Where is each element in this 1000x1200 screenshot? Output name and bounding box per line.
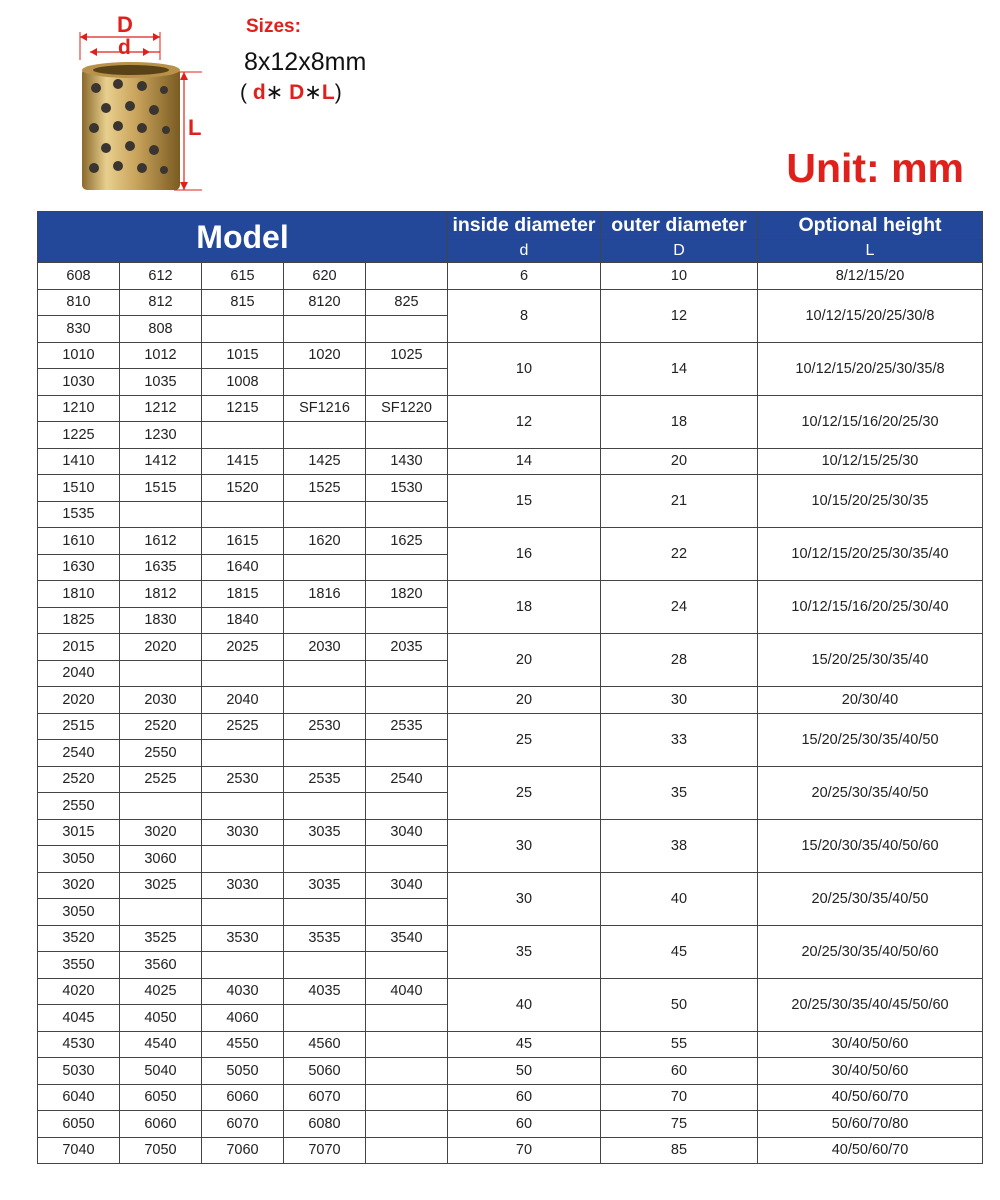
outer-diameter-cell: 55 — [601, 1031, 758, 1058]
model-cell: 1035 — [120, 369, 202, 396]
optional-height-cell: 40/50/60/70 — [758, 1084, 983, 1111]
optional-height-cell: 20/25/30/35/40/45/50/60 — [758, 978, 983, 1031]
model-cell: 825 — [366, 289, 448, 316]
model-cell: 4020 — [38, 978, 120, 1005]
model-cell: 3020 — [38, 872, 120, 899]
model-cell: 3550 — [38, 952, 120, 979]
optional-height-cell: 20/25/30/35/40/50/60 — [758, 925, 983, 978]
model-cell: 2525 — [202, 713, 284, 740]
outer-diameter-cell: 24 — [601, 581, 758, 634]
model-cell: 3530 — [202, 925, 284, 952]
inside-diameter-cell: 30 — [448, 819, 601, 872]
model-cell: 1520 — [202, 475, 284, 502]
inside-diameter-cell: 20 — [448, 634, 601, 687]
model-cell — [284, 554, 366, 581]
model-cell: 6070 — [284, 1084, 366, 1111]
inside-diameter-cell: 25 — [448, 766, 601, 819]
model-cell — [284, 1005, 366, 1032]
inside-diameter-cell: 30 — [448, 872, 601, 925]
model-cell: 1210 — [38, 395, 120, 422]
model-cell: 2540 — [38, 740, 120, 767]
model-cell: 3560 — [120, 952, 202, 979]
model-cell: 1615 — [202, 528, 284, 555]
model-cell: 3025 — [120, 872, 202, 899]
optional-height-cell: 15/20/30/35/40/50/60 — [758, 819, 983, 872]
model-cell: 1030 — [38, 369, 120, 396]
model-cell: 2025 — [202, 634, 284, 661]
model-cell: 1530 — [366, 475, 448, 502]
outer-diameter-cell: 30 — [601, 687, 758, 714]
model-cell: 3040 — [366, 819, 448, 846]
outer-diameter-cell: 33 — [601, 713, 758, 766]
inside-diameter-cell: 12 — [448, 395, 601, 448]
outer-diameter-cell: 50 — [601, 978, 758, 1031]
model-cell — [366, 1137, 448, 1164]
table-row — [38, 1137, 983, 1164]
model-cell: 1810 — [38, 581, 120, 608]
outer-diameter-cell: 10 — [601, 263, 758, 290]
model-cell: 2550 — [120, 740, 202, 767]
model-cell: 1815 — [202, 581, 284, 608]
model-cell: 2515 — [38, 713, 120, 740]
model-cell: 5040 — [120, 1058, 202, 1085]
inside-diameter-cell: 15 — [448, 475, 601, 528]
model-cell — [202, 316, 284, 343]
model-cell: 1212 — [120, 395, 202, 422]
model-cell — [120, 899, 202, 926]
inside-diameter-symbol: d — [448, 240, 601, 263]
diagram-label-d: d — [118, 36, 131, 59]
optional-height-cell: 15/20/25/30/35/40 — [758, 634, 983, 687]
outer-diameter-cell: 20 — [601, 448, 758, 475]
bushing-diagram — [60, 10, 230, 200]
table-row — [38, 1058, 983, 1085]
table-row — [38, 1084, 983, 1111]
model-cell: 3525 — [120, 925, 202, 952]
model-cell: 3060 — [120, 846, 202, 873]
model-cell: 2520 — [120, 713, 202, 740]
model-cell: 808 — [120, 316, 202, 343]
table-row — [38, 475, 983, 502]
model-cell: 6040 — [38, 1084, 120, 1111]
model-cell — [366, 899, 448, 926]
optional-height-cell: 15/20/25/30/35/40/50 — [758, 713, 983, 766]
table-row — [38, 819, 983, 846]
model-cell: 3520 — [38, 925, 120, 952]
model-cell: 7050 — [120, 1137, 202, 1164]
model-cell: 3030 — [202, 819, 284, 846]
inside-diameter-cell: 40 — [448, 978, 601, 1031]
table-row — [38, 395, 983, 422]
model-cell: 2535 — [284, 766, 366, 793]
table-row — [38, 766, 983, 793]
model-cell: 2030 — [284, 634, 366, 661]
model-cell: 2040 — [38, 660, 120, 687]
model-cell: 1525 — [284, 475, 366, 502]
formula-L: L — [321, 81, 335, 104]
optional-height-cell: 20/25/30/35/40/50 — [758, 766, 983, 819]
model-cell: 1620 — [284, 528, 366, 555]
outer-diameter-cell: 18 — [601, 395, 758, 448]
model-cell: 3540 — [366, 925, 448, 952]
outer-diameter-cell: 70 — [601, 1084, 758, 1111]
model-cell — [202, 846, 284, 873]
model-cell — [366, 369, 448, 396]
model-cell — [366, 793, 448, 820]
table-row — [38, 687, 983, 714]
size-formula: ( d∗ D∗L) — [240, 81, 342, 104]
model-cell — [366, 687, 448, 714]
table-row — [38, 581, 983, 608]
model-cell: 3050 — [38, 846, 120, 873]
model-cell — [284, 846, 366, 873]
outer-diameter-cell: 38 — [601, 819, 758, 872]
model-cell: 612 — [120, 263, 202, 290]
model-cell: 1025 — [366, 342, 448, 369]
table-row — [38, 634, 983, 661]
model-cell: 830 — [38, 316, 120, 343]
model-cell — [284, 422, 366, 449]
spec-table — [37, 211, 983, 1164]
model-cell — [284, 793, 366, 820]
model-cell: 4560 — [284, 1031, 366, 1058]
model-cell: 5030 — [38, 1058, 120, 1085]
model-cell: 1630 — [38, 554, 120, 581]
model-cell: 4030 — [202, 978, 284, 1005]
model-cell: 1425 — [284, 448, 366, 475]
model-cell — [284, 687, 366, 714]
model-cell: 8120 — [284, 289, 366, 316]
model-cell: 620 — [284, 263, 366, 290]
inside-diameter-cell: 60 — [448, 1111, 601, 1138]
model-cell: 1820 — [366, 581, 448, 608]
outer-diameter-cell: 28 — [601, 634, 758, 687]
model-cell: 6060 — [202, 1084, 284, 1111]
model-cell — [202, 740, 284, 767]
model-cell — [366, 1031, 448, 1058]
model-cell: 2535 — [366, 713, 448, 740]
model-cell: 1215 — [202, 395, 284, 422]
model-cell: 1008 — [202, 369, 284, 396]
model-cell — [366, 501, 448, 528]
outer-diameter-cell: 35 — [601, 766, 758, 819]
model-cell: 4550 — [202, 1031, 284, 1058]
table-row — [38, 289, 983, 316]
outer-diameter-cell: 21 — [601, 475, 758, 528]
optional-height-symbol: L — [758, 240, 983, 263]
inside-diameter-header: inside diameter — [448, 212, 601, 240]
model-cell: 1816 — [284, 581, 366, 608]
inside-diameter-cell: 45 — [448, 1031, 601, 1058]
inside-diameter-cell: 60 — [448, 1084, 601, 1111]
model-cell — [284, 740, 366, 767]
formula-d: d — [252, 81, 266, 104]
model-cell: 3535 — [284, 925, 366, 952]
model-cell — [284, 899, 366, 926]
inside-diameter-cell: 70 — [448, 1137, 601, 1164]
model-cell: 2530 — [284, 713, 366, 740]
outer-diameter-cell: 85 — [601, 1137, 758, 1164]
outer-diameter-cell: 75 — [601, 1111, 758, 1138]
model-cell: SF1220 — [366, 395, 448, 422]
model-cell — [284, 607, 366, 634]
model-header: Model — [38, 212, 448, 263]
table-row — [38, 1031, 983, 1058]
optional-height-cell: 10/12/15/20/25/30/35/8 — [758, 342, 983, 395]
model-cell: 3035 — [284, 819, 366, 846]
model-cell: 4050 — [120, 1005, 202, 1032]
model-cell — [202, 952, 284, 979]
unit-label: Unit: mm — [786, 145, 964, 191]
model-cell: 2530 — [202, 766, 284, 793]
model-cell: 7070 — [284, 1137, 366, 1164]
model-cell — [366, 1058, 448, 1085]
model-cell — [366, 846, 448, 873]
model-cell — [202, 660, 284, 687]
model-cell: 4540 — [120, 1031, 202, 1058]
optional-height-cell: 30/40/50/60 — [758, 1031, 983, 1058]
inside-diameter-cell: 18 — [448, 581, 601, 634]
model-cell: 3020 — [120, 819, 202, 846]
table-row — [38, 713, 983, 740]
inside-diameter-cell: 14 — [448, 448, 601, 475]
model-cell: 1812 — [120, 581, 202, 608]
table-row — [38, 1111, 983, 1138]
model-cell: 2020 — [38, 687, 120, 714]
optional-height-cell: 30/40/50/60 — [758, 1058, 983, 1085]
model-cell: 812 — [120, 289, 202, 316]
model-cell: 815 — [202, 289, 284, 316]
model-cell: 1515 — [120, 475, 202, 502]
table-row — [38, 263, 983, 290]
model-cell: 3035 — [284, 872, 366, 899]
model-cell: 6050 — [120, 1084, 202, 1111]
outer-diameter-cell: 40 — [601, 872, 758, 925]
inside-diameter-cell: 25 — [448, 713, 601, 766]
model-cell: 3040 — [366, 872, 448, 899]
model-cell — [284, 369, 366, 396]
table-row — [38, 528, 983, 555]
model-cell: 1410 — [38, 448, 120, 475]
model-cell: 2525 — [120, 766, 202, 793]
model-cell — [366, 1084, 448, 1111]
model-cell — [120, 793, 202, 820]
model-cell — [366, 263, 448, 290]
model-cell: 5060 — [284, 1058, 366, 1085]
model-cell — [366, 316, 448, 343]
table-row — [38, 872, 983, 899]
model-cell: 1610 — [38, 528, 120, 555]
model-cell — [366, 740, 448, 767]
model-cell: 2015 — [38, 634, 120, 661]
model-cell: 2020 — [120, 634, 202, 661]
outer-diameter-cell: 12 — [601, 289, 758, 342]
model-cell: 3015 — [38, 819, 120, 846]
model-cell: 4045 — [38, 1005, 120, 1032]
optional-height-cell: 20/30/40 — [758, 687, 983, 714]
model-cell: 1015 — [202, 342, 284, 369]
inside-diameter-cell: 20 — [448, 687, 601, 714]
model-cell — [202, 422, 284, 449]
outer-diameter-symbol: D — [601, 240, 758, 263]
model-cell — [284, 501, 366, 528]
table-row — [38, 978, 983, 1005]
model-cell — [366, 607, 448, 634]
optional-height-cell: 10/12/15/20/25/30/35/40 — [758, 528, 983, 581]
size-value: 8x12x8mm — [244, 48, 367, 76]
model-cell — [284, 660, 366, 687]
model-cell: 7040 — [38, 1137, 120, 1164]
model-cell: 1840 — [202, 607, 284, 634]
model-cell: 2540 — [366, 766, 448, 793]
model-cell: 4025 — [120, 978, 202, 1005]
optional-height-cell: 10/12/15/16/20/25/30 — [758, 395, 983, 448]
optional-height-cell: 8/12/15/20 — [758, 263, 983, 290]
model-cell: SF1216 — [284, 395, 366, 422]
model-cell: 1625 — [366, 528, 448, 555]
optional-height-cell: 10/12/15/20/25/30/8 — [758, 289, 983, 342]
model-cell: 3030 — [202, 872, 284, 899]
model-cell: 1225 — [38, 422, 120, 449]
model-cell: 810 — [38, 289, 120, 316]
inside-diameter-cell: 10 — [448, 342, 601, 395]
spec-table-body — [38, 263, 983, 1164]
model-cell: 4035 — [284, 978, 366, 1005]
model-cell: 1510 — [38, 475, 120, 502]
model-cell: 6060 — [120, 1111, 202, 1138]
inside-diameter-cell: 50 — [448, 1058, 601, 1085]
model-cell: 1430 — [366, 448, 448, 475]
model-cell — [202, 501, 284, 528]
optional-height-header: Optional height — [758, 212, 983, 240]
model-cell: 1640 — [202, 554, 284, 581]
model-cell: 1535 — [38, 501, 120, 528]
outer-diameter-cell: 45 — [601, 925, 758, 978]
model-cell: 1612 — [120, 528, 202, 555]
model-cell — [366, 952, 448, 979]
diagram-label-L: L — [188, 115, 202, 140]
outer-diameter-header: outer diameter — [601, 212, 758, 240]
model-cell: 2520 — [38, 766, 120, 793]
model-cell: 4530 — [38, 1031, 120, 1058]
model-cell: 6070 — [202, 1111, 284, 1138]
model-cell: 1230 — [120, 422, 202, 449]
model-cell: 1825 — [38, 607, 120, 634]
optional-height-cell: 10/15/20/25/30/35 — [758, 475, 983, 528]
model-cell: 3050 — [38, 899, 120, 926]
model-cell — [120, 660, 202, 687]
model-cell: 6080 — [284, 1111, 366, 1138]
model-cell: 4040 — [366, 978, 448, 1005]
model-cell — [284, 952, 366, 979]
inside-diameter-cell: 8 — [448, 289, 601, 342]
model-cell: 1412 — [120, 448, 202, 475]
model-cell: 1012 — [120, 342, 202, 369]
optional-height-cell: 20/25/30/35/40/50 — [758, 872, 983, 925]
outer-diameter-cell: 60 — [601, 1058, 758, 1085]
model-cell — [366, 660, 448, 687]
model-cell — [366, 422, 448, 449]
model-cell: 4060 — [202, 1005, 284, 1032]
model-cell: 5050 — [202, 1058, 284, 1085]
model-cell: 7060 — [202, 1137, 284, 1164]
model-cell: 1635 — [120, 554, 202, 581]
table-row — [38, 925, 983, 952]
model-cell — [366, 1005, 448, 1032]
model-cell: 1010 — [38, 342, 120, 369]
inside-diameter-cell: 6 — [448, 263, 601, 290]
formula-D: D — [289, 81, 305, 104]
model-cell — [366, 1111, 448, 1138]
optional-height-cell: 10/12/15/25/30 — [758, 448, 983, 475]
outer-diameter-cell: 14 — [601, 342, 758, 395]
sizes-label: Sizes: — [246, 16, 301, 37]
model-cell: 2030 — [120, 687, 202, 714]
model-cell: 608 — [38, 263, 120, 290]
model-cell — [120, 501, 202, 528]
diagram-label-D: D — [117, 12, 133, 37]
model-cell — [202, 899, 284, 926]
model-cell: 2550 — [38, 793, 120, 820]
model-cell: 2040 — [202, 687, 284, 714]
inside-diameter-cell: 35 — [448, 925, 601, 978]
model-cell: 6050 — [38, 1111, 120, 1138]
optional-height-cell: 50/60/70/80 — [758, 1111, 983, 1138]
model-cell: 1020 — [284, 342, 366, 369]
optional-height-cell: 40/50/60/70 — [758, 1137, 983, 1164]
model-cell: 1830 — [120, 607, 202, 634]
model-cell — [202, 793, 284, 820]
model-cell — [284, 316, 366, 343]
table-row — [38, 448, 983, 475]
table-row — [38, 342, 983, 369]
model-cell — [366, 554, 448, 581]
model-cell: 615 — [202, 263, 284, 290]
model-cell: 2035 — [366, 634, 448, 661]
outer-diameter-cell: 22 — [601, 528, 758, 581]
inside-diameter-cell: 16 — [448, 528, 601, 581]
model-cell: 1415 — [202, 448, 284, 475]
optional-height-cell: 10/12/15/16/20/25/30/40 — [758, 581, 983, 634]
